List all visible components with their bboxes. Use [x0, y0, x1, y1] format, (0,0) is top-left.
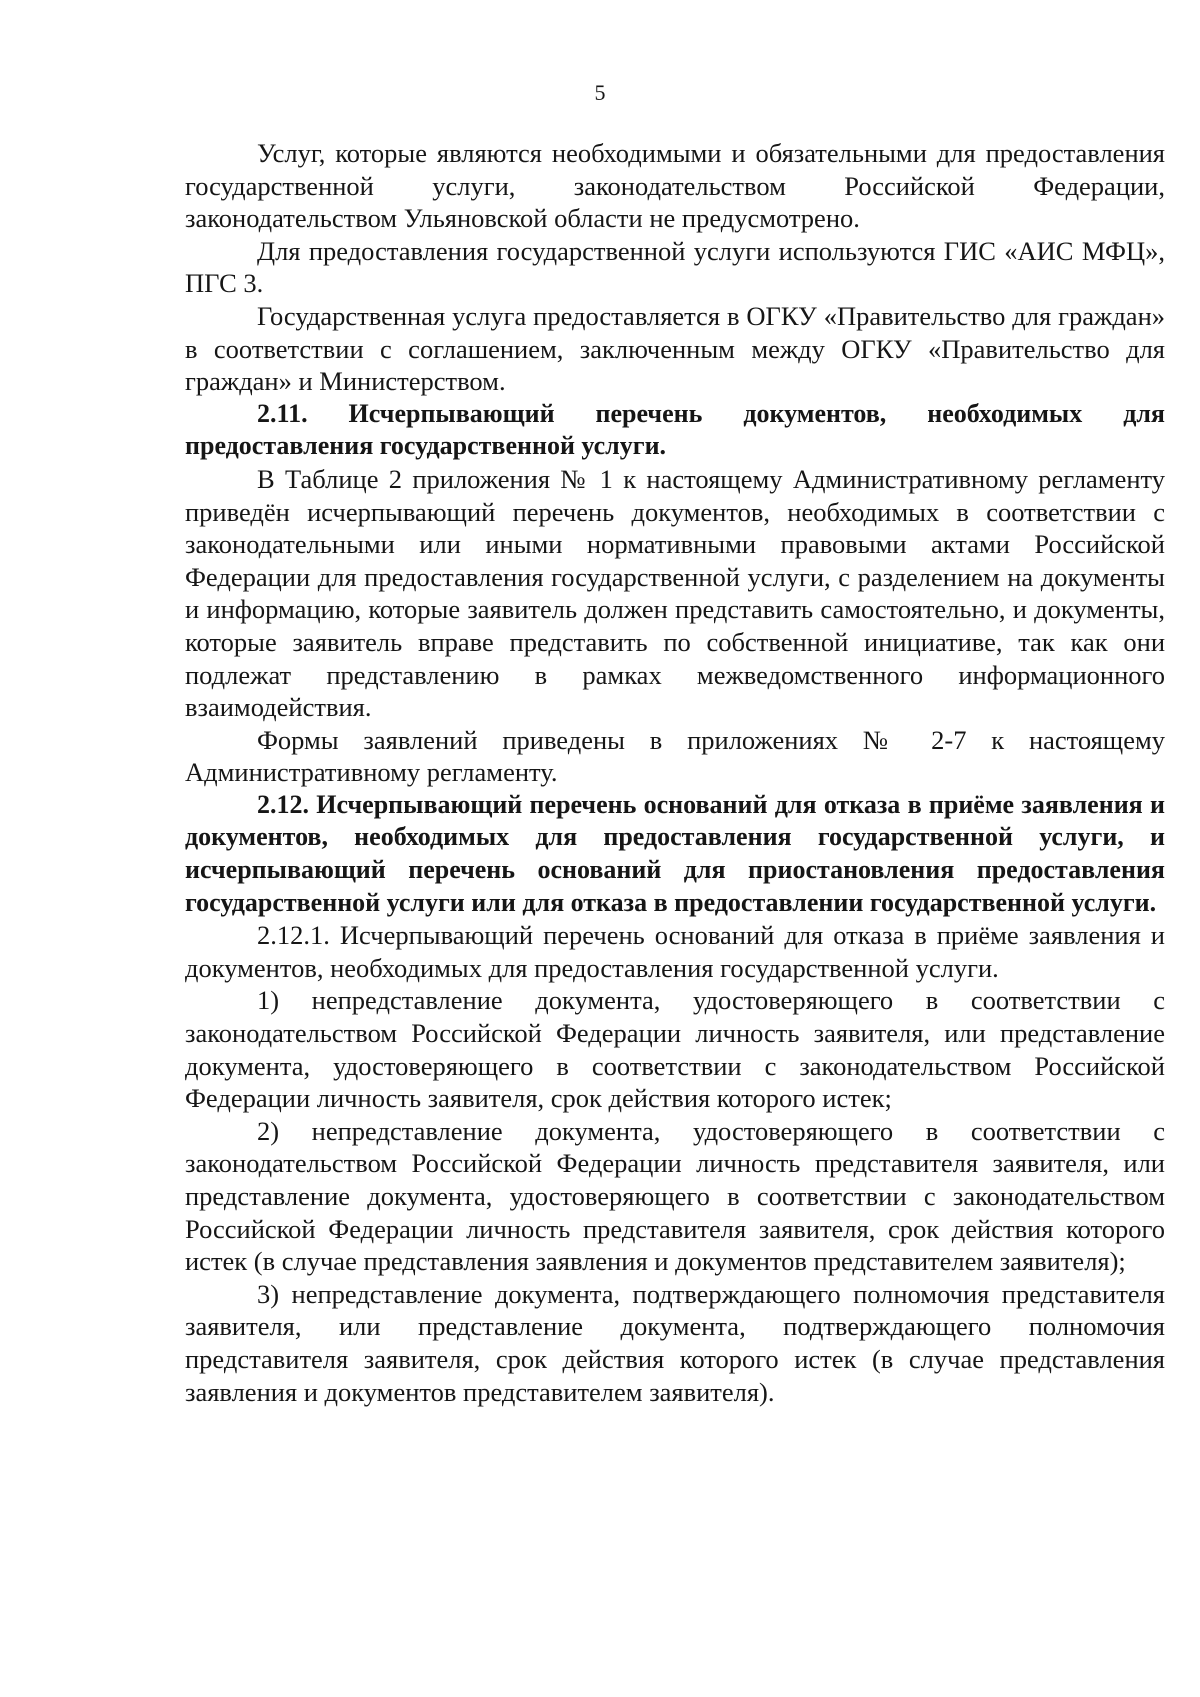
paragraph-ogku-agreement: Государственная услуга предоставляется в ОГКУ «Правительство для граждан» в соответствии с соглашением, заключенным между ОГКУ «Правительство для граждан» и Министерством.: [185, 300, 1165, 397]
list-item-1: 1) непредставление документа, удостоверяющего в соответствии с законодательством Российской Федерации личность заявителя, или представление документа, удостоверяющего в соответствии с законодательством Российской Федерации личность заявителя, срок действия которого истек;: [185, 985, 1165, 1114]
paragraph-services-not-required: Услуг, которые являются необходимыми и обязательными для предоставления государственной услуги, законодательством Российской Федерации, законодательством Ульяновской области не предусмотрено.: [185, 138, 1165, 234]
section-heading-2-11: 2.11. Исчерпывающий перечень документов, необходимых для предоставления государственной услуги.: [185, 398, 1165, 461]
paragraph-information-systems: Для предоставления государственной услуги используются ГИС «АИС МФЦ», ПГС 3.: [185, 235, 1165, 299]
list-item-2: 2) непредставление документа, удостоверяющего в соответствии с законодательством Российской Федерации личность представителя заявителя, или представление документа, удостоверяющего в соответствии с законодательством Российской Федерации личность представителя заявителя, срок действия которого истек (в случае представления заявления и документов представителем заявителя);: [185, 1115, 1165, 1277]
page-number: 5: [594, 80, 606, 105]
paragraph-2-12-1: 2.12.1. Исчерпывающий перечень оснований для отказа в приёме заявления и документов, необходимых для предоставления государственной услуги.: [185, 920, 1165, 983]
paragraph-table-2-reference: В Таблице 2 приложения № 1 к настоящему Административному регламенту приведён исчерпывающий перечень документов, необходимых в соответствии с законодательными или иными нормативными правовыми актами Российской Федерации для предоставления государственной услуги, с разделением на документы и информацию, которые заявитель должен представить самостоятельно, и документы, которые заявитель вправе представить по собственной инициативе, так как они подлежат представлению в рамках межведомственного информационного взаимодействия.: [185, 463, 1165, 723]
paragraph-application-forms: Формы заявлений приведены в приложениях № 2-7 к настоящему Административному регламенту.: [185, 724, 1165, 788]
section-heading-2-12: 2.12. Исчерпывающий перечень оснований для отказа в приёме заявления и документов, необходимых для предоставления государственной услуги, и исчерпывающий перечень оснований для приостановления предоставления государственной услуги или для отказа в предоставлении государственной услуги.: [185, 789, 1165, 917]
list-item-3: 3) непредставление документа, подтверждающего полномочия представителя заявителя, или представление документа, подтверждающего полномочия представителя заявителя, срок действия которого истек (в случае представления заявления и документов представителем заявителя).: [185, 1278, 1165, 1407]
document-body: [185, 137, 1165, 1408]
